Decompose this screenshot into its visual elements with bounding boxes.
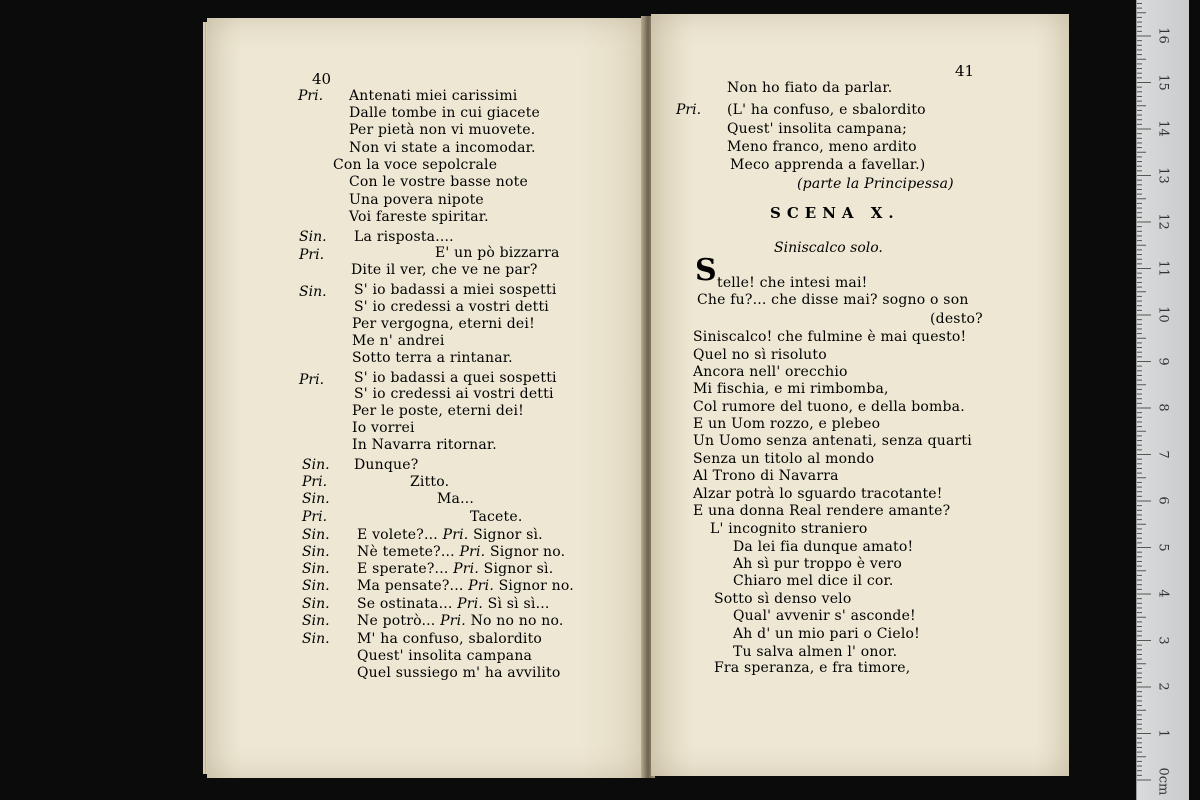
verse-line: Mi fischia, e mi rimbomba,	[693, 381, 889, 397]
verse-line: S' io credessi a vostri detti	[354, 299, 549, 315]
measuring-ruler	[1136, 0, 1189, 800]
scene-subtitle: Siniscalco solo.	[774, 240, 883, 256]
ruler-number: 1	[1155, 728, 1171, 738]
verse-line: Meno franco, meno ardito	[727, 139, 917, 155]
verse-line: Un Uomo senza antenati, senza quarti	[693, 433, 972, 449]
verse-line: Meco apprenda a favellar.)	[730, 157, 926, 173]
speaker-label: Sin.	[299, 229, 327, 245]
speaker-label: Sin.	[302, 544, 330, 560]
verse-line: Con le vostre basse note	[349, 174, 528, 190]
ruler-number: 11	[1155, 259, 1171, 277]
inline-speaker: Pri.	[448, 561, 484, 577]
inline-speaker: Pri.	[435, 613, 471, 629]
inline-speaker: Pri.	[454, 544, 490, 560]
verse-line: M' ha confuso, sbalordito	[357, 631, 543, 647]
first-line-rest: telle! che intesi mai!	[717, 275, 868, 291]
scene-title: SCENA X.	[770, 204, 900, 222]
speaker-label: Sin.	[302, 613, 330, 629]
verse-line: Quest' insolita campana	[357, 648, 533, 664]
verse-line: L' incognito straniero	[710, 521, 868, 537]
speaker-label: Pri.	[302, 474, 328, 490]
verse-line: Dunque?	[354, 457, 419, 473]
ruler-number: 9	[1155, 356, 1171, 366]
verse-line: Ah sì pur troppo è vero	[733, 556, 903, 572]
verse-line: Per pietà non vi muovete.	[349, 122, 536, 138]
ruler-number: 3	[1155, 635, 1171, 645]
ruler-number: 4	[1155, 589, 1171, 598]
speaker-label: Pri.	[299, 372, 325, 388]
left-page-number: 40	[312, 70, 332, 88]
ruler-number: 8	[1155, 403, 1171, 412]
ruler-number: 15	[1155, 73, 1171, 91]
verse-line: Con la voce sepolcrale	[333, 157, 498, 173]
stage-direction: (parte la Principessa)	[797, 176, 954, 192]
ruler-number: 13	[1155, 166, 1171, 184]
verse-line: S' io credessi ai vostri detti	[354, 386, 554, 402]
verse-line: Per vergogna, eterni dei!	[352, 316, 535, 332]
verse-line: Da lei fia dunque amato!	[733, 539, 914, 555]
speaker-label: Pri.	[676, 102, 702, 118]
verse-line: Ancora nell' orecchio	[693, 364, 848, 380]
verse-line: Siniscalco! che fulmine è mai questo!	[693, 329, 967, 345]
speaker-label: Sin.	[302, 491, 330, 507]
drop-cap: S	[695, 253, 717, 288]
verse-line: (L' ha confuso, e sbalordito	[727, 102, 926, 118]
verse-line: Quest' insolita campana;	[727, 121, 908, 137]
verse-line: Una povera nipote	[349, 192, 484, 208]
inline-speaker: Pri.	[463, 578, 499, 594]
verse-line: E una donna Real rendere amante?	[693, 503, 951, 519]
ruler-number: 10	[1155, 306, 1171, 323]
verse-line: Zitto.	[410, 474, 450, 490]
verse-line: S' io badassi a miei sospetti	[354, 282, 557, 298]
verse-line: Tu salva almen l' onor.	[733, 644, 898, 660]
verse-line: Ma...	[437, 491, 475, 507]
ruler-number: 14	[1155, 120, 1171, 137]
speaker-label: Sin.	[302, 527, 330, 543]
verse-line: E volete?... Pri. Signor sì.	[357, 527, 543, 543]
ruler-number: 7	[1155, 449, 1171, 459]
speaker-label: Pri.	[298, 88, 324, 104]
ruler-number: 12	[1155, 213, 1171, 230]
verse-line: Ma pensate?... Pri. Signor no.	[357, 578, 574, 594]
verse-line: Tacete.	[470, 509, 523, 525]
verse-line: Sotto terra a rintanar.	[352, 350, 513, 366]
speaker-label: Pri.	[302, 509, 328, 525]
verse-line: Voi fareste spiritar.	[349, 209, 489, 225]
verse-line: Che fu?... che disse mai? sogno o son	[697, 292, 969, 308]
verse-line: S' io badassi a quei sospetti	[354, 370, 557, 386]
verse-line: E' un pò bizzarra	[435, 245, 560, 261]
verse-line: In Navarra ritornar.	[352, 437, 497, 453]
verse-line: Qual' avvenir s' asconde!	[733, 608, 916, 624]
verse-line: Me n' andrei	[352, 333, 445, 349]
verse-line: Dite il ver, che ve ne par?	[351, 262, 538, 278]
verse-line: Sotto sì denso velo	[714, 591, 852, 607]
ruler-number	[1156, 0, 1171, 1]
verse-line: Ah d' un mio pari o Cielo!	[733, 626, 920, 642]
verse-line: Non ho fiato da parlar.	[727, 80, 893, 96]
speaker-label: Sin.	[302, 578, 330, 594]
right-page-number: 41	[955, 62, 975, 80]
speaker-label: Sin.	[302, 457, 330, 473]
verse-line: Io vorrei	[352, 420, 415, 436]
verse-line: Quel no sì risoluto	[693, 347, 827, 363]
verse-line: Nè temete?... Pri. Signor no.	[357, 544, 566, 560]
ruler-number: 0cm	[1155, 767, 1171, 796]
ruler-number: 16	[1155, 27, 1171, 44]
ruler-number: 5	[1155, 542, 1171, 552]
ruler-number: 2	[1155, 682, 1171, 691]
verse-line: Fra speranza, e fra timore,	[714, 660, 911, 676]
verse-line: Quel sussiego m' ha avvilito	[357, 665, 561, 681]
verse-line: Antenati miei carissimi	[349, 88, 518, 104]
inline-speaker: Pri.	[452, 596, 488, 612]
verse-line: Se ostinata... Pri. Sì sì sì...	[357, 596, 550, 612]
speaker-label: Pri.	[299, 247, 325, 263]
verse-line: Dalle tombe in cui giacete	[349, 105, 541, 121]
speaker-label: Sin.	[302, 561, 330, 577]
verse-line: Senza un titolo al mondo	[693, 451, 875, 467]
verse-line: Col rumore del tuono, e della bomba.	[693, 399, 965, 415]
speaker-label: Sin.	[299, 284, 327, 300]
verse-line: Al Trono di Navarra	[693, 468, 839, 484]
verse-line: Ne potrò... Pri. No no no no.	[357, 613, 564, 629]
verse-line: La risposta....	[354, 229, 454, 245]
verse-line: E un Uom rozzo, e plebeo	[693, 416, 881, 432]
verse-line: Chiaro mel dice il cor.	[733, 573, 894, 589]
speaker-label: Sin.	[302, 631, 330, 647]
verse-line: E sperate?... Pri. Signor sì.	[357, 561, 554, 577]
verse-line: Alzar potrà lo sguardo tracotante!	[693, 486, 943, 502]
inline-speaker: Pri.	[437, 527, 474, 543]
speaker-label: Sin.	[302, 596, 330, 612]
verse-line: Per le poste, eterni dei!	[352, 403, 525, 419]
ruler-number: 6	[1155, 496, 1171, 505]
verse-line: Non vi state a incomodar.	[349, 140, 536, 156]
verse-line: (desto?	[930, 311, 983, 327]
